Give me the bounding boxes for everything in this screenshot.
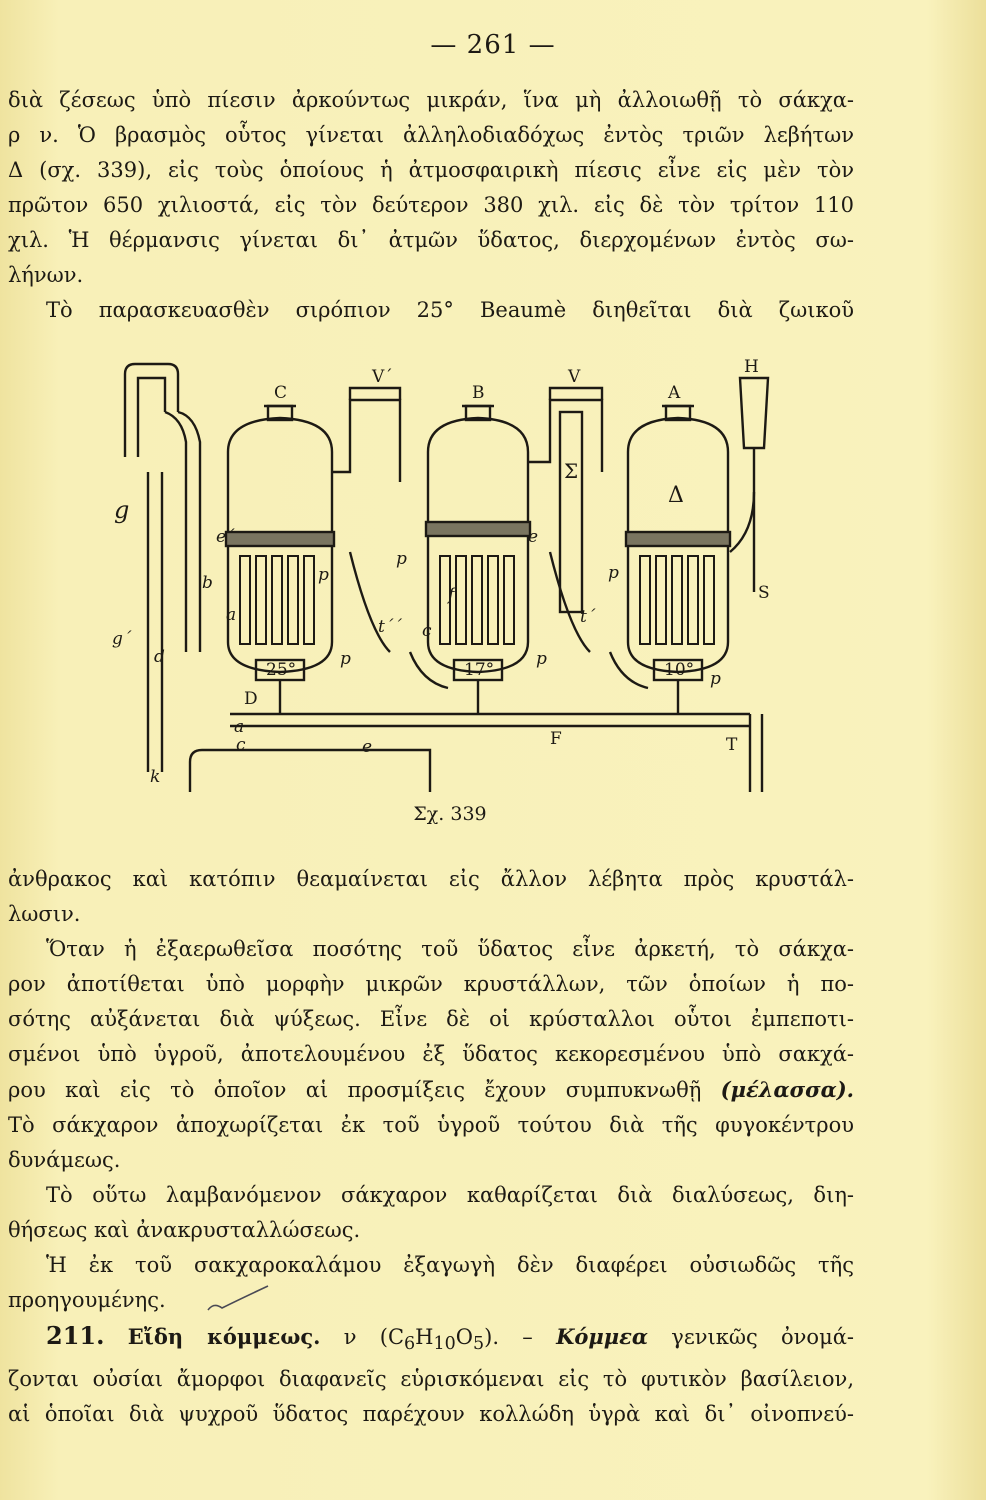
paragraph-1: [8, 83, 854, 328]
label-g: g: [114, 496, 130, 524]
text-line: λήνων.: [8, 263, 84, 287]
label-e-lower: e: [362, 737, 373, 757]
evaporator-diagram: [50, 352, 780, 802]
text-line: λωσιν.: [8, 902, 81, 926]
label-a: A: [668, 383, 681, 403]
text-line: ἀνθρακος καὶ κατόπιν θεαμαίνεται εἰς ἄλλον λέβητα πρὸς κρυστάλ-: [8, 867, 854, 891]
section-title: Εἴδη κόμμεως.: [127, 1324, 321, 1349]
label-f-small: f: [448, 585, 455, 605]
formula-sub: 10: [433, 1334, 456, 1355]
figure-caption: Σχ. 339: [413, 803, 487, 825]
label-a-lower: a: [234, 717, 245, 737]
text-line: ρ ν. Ὁ βρασμὸς οὗτος γίνεται ἀλληλοδιαδόχως ἐντὸς τριῶν λεβήτων: [8, 123, 854, 147]
text-line: θήσεως καὶ ἀνακρυσταλλώσεως.: [8, 1218, 361, 1242]
text-line: σότης αὐξάνεται διὰ ψύξεως. Εἶνε δὲ οἱ κρύσταλλοι οὗτοι ἐμπεποτι-: [8, 1007, 854, 1031]
pencil-mark: [204, 1282, 274, 1316]
term-melassa: (μέλασσα).: [720, 1077, 854, 1102]
text-line: ζονται οὐσίαι ἄμορφοι διαφανεῖς εὑρισκόμεναι εἰς τὸ φυτικὸν βασίλειον,: [8, 1367, 854, 1392]
text-line: ρον ἀποτίθεται ὑπὸ μορφὴν μικρῶν κρυστάλλων, τῶν ὁποίων ἡ πο-: [8, 972, 854, 996]
label-p: p: [396, 549, 407, 569]
label-t-prime: t´: [580, 607, 596, 627]
formula-prefix: ν (C: [343, 1325, 405, 1349]
label-t: T: [726, 735, 738, 755]
label-c-middle: c: [422, 621, 432, 641]
formula-o: O: [455, 1325, 473, 1349]
formula-sub: 5: [473, 1334, 485, 1355]
text-line: Ὅταν ἡ ἐξαερωθεῖσα ποσότης τοῦ ὕδατος εἶνε ἀρκετή, τὸ σάκχα-: [46, 937, 854, 961]
formula-sub: 6: [404, 1334, 416, 1355]
label-p: p: [340, 649, 351, 669]
label-p: p: [536, 649, 547, 669]
text-line: Ἡ ἐκ τοῦ σακχαροκαλάμου ἐξαγωγὴ δὲν διαφέρει οὐσιωδῶς τῆς: [46, 1253, 854, 1277]
page-number: — 261 —: [430, 30, 556, 60]
label-s: S: [758, 583, 770, 603]
label-p: p: [710, 669, 721, 689]
text-line: Τὸ παρασκευασθὲν σιρόπιον 25° Beaumè διηθεῖται διὰ ζωικοῦ: [46, 298, 854, 322]
text-span: γενικῶς ὀνομά-: [671, 1325, 854, 1349]
text-line: προηγουμένης.: [8, 1288, 166, 1312]
label-b: B: [472, 383, 485, 403]
section-number: 211.: [46, 1321, 105, 1350]
text-line: Δ (σχ. 339), εἰς τοὺς ὁποίους ἡ ἀτμοσφαιρικὴ πίεσις εἶνε εἰς μὲν τὸν: [8, 158, 854, 182]
label-c: C: [274, 383, 288, 403]
evaporator-figure: [50, 352, 780, 802]
label-10: 10°: [664, 660, 695, 680]
paragraph-2-continued: [8, 862, 854, 1432]
text-line: Τὸ οὕτω λαμβανόμενον σάκχαρον καθαρίζεται διὰ διαλύσεως, διη-: [46, 1183, 854, 1207]
text-span: ρου καὶ εἰς τὸ ὁποῖον αἱ προσμίξεις ἔχουν συμπυκνωθῇ: [8, 1078, 702, 1102]
text-line: αἱ ὁποῖαι διὰ ψυχροῦ ὕδατος παρέχουν κολλώδη ὑγρὰ καὶ δι᾽ οἰνοπνεύ-: [8, 1402, 854, 1427]
label-25: 25°: [266, 660, 297, 680]
label-17: 17°: [464, 660, 495, 680]
term-kommea: Κόμμεα: [556, 1324, 649, 1349]
label-b-lower: b: [202, 573, 213, 593]
formula-h: H: [415, 1325, 434, 1349]
label-f: F: [550, 729, 562, 749]
label-k: k: [150, 767, 161, 787]
label-p: p: [608, 563, 619, 583]
label-p: p: [318, 565, 329, 585]
text-line: δυνάμεως.: [8, 1148, 121, 1172]
text-line: σμένοι ὑπὸ ὑγροῦ, ἀποτελουμένου ἐξ ὕδατος κεκορεσμένου ὑπὸ σακχά-: [8, 1042, 854, 1066]
label-a-upper: a: [226, 605, 237, 625]
label-h: H: [744, 357, 759, 377]
label-v1: V´: [372, 367, 393, 387]
text-line: χιλ. Ἡ θέρμανσις γίνεται δι᾽ ἀτμῶν ὕδατος, διερχομένων ἐντὸς σω-: [8, 228, 854, 252]
section-heading-line: [8, 1318, 854, 1362]
label-e-prime: e´: [216, 527, 235, 547]
label-t-double: t´´: [378, 617, 402, 637]
label-sigma: Σ: [564, 459, 579, 483]
label-c-lower: c: [236, 735, 246, 755]
formula-suffix: ). –: [484, 1325, 533, 1349]
text-line: Τὸ σάκχαρον ἀποχωρίζεται ἐκ τοῦ ὑγροῦ τούτου διὰ τῆς φυγοκέντρου: [8, 1113, 854, 1137]
label-v2: V: [568, 367, 581, 387]
label-e-right: e: [528, 527, 539, 547]
text-line: διὰ ζέσεως ὑπὸ πίεσιν ἀρκούντως μικράν, ἵνα μὴ ἀλλοιωθῇ τὸ σάκχα-: [8, 88, 854, 112]
label-delta: Δ: [668, 483, 684, 508]
text-line: πρῶτον 650 χιλιοστά, εἰς τὸν δεύτερον 380 χιλ. εἰς δὲ τὸν τρίτον 110: [8, 193, 854, 217]
text-line: [8, 1072, 854, 1108]
label-d-upper: D: [244, 689, 258, 709]
label-d: d: [154, 647, 165, 667]
label-g-prime: g´: [112, 629, 132, 649]
